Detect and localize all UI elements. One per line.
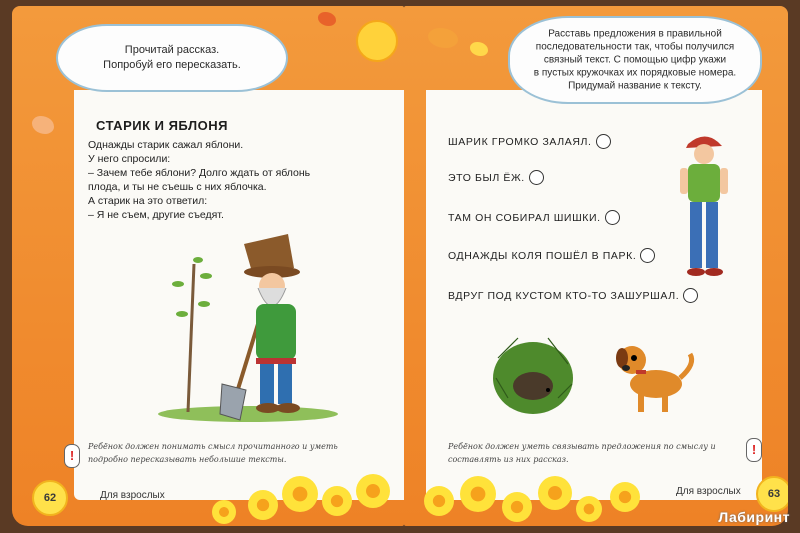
sentence-item [448,134,611,149]
sun-icon [356,20,398,62]
for-adults-label: Для взрослых [100,490,165,501]
leaf-icon [32,116,54,134]
sentence-text: ВДРУГ ПОД КУСТОМ КТО-ТО ЗАШУРШАЛ. [448,289,680,302]
leaf-icon [318,12,336,26]
number-circle-input[interactable] [605,210,620,225]
watermark-logo: Лабиринт [718,509,790,525]
page-number: 63 [756,476,788,512]
boy-illustration [674,130,734,280]
flower-icon [212,500,236,524]
sentence-item [448,248,655,263]
flower-icon [356,474,390,508]
sentence-text: ШАРИК ГРОМКО ЗАЛАЯЛ. [448,135,592,148]
sentence-text: ОДНАЖДЫ КОЛЯ ПОШЁЛ В ПАРК. [448,249,637,262]
dog-illustration [610,330,700,420]
instruction-line: в пустых кружочках их порядковые номера. [533,67,737,79]
hedgehog-bush-illustration [488,328,578,418]
number-circle-input[interactable] [640,248,655,263]
exclamation-icon: ! [64,444,80,468]
instruction-line: связный текст. С помощью цифр укажи [543,54,727,66]
flower-icon [424,486,454,516]
flower-icon [322,486,352,516]
story-line: плода, и ты не съешь с них яблочка. [88,181,267,193]
story-line: – Я не съем, другие съедят. [88,209,224,221]
number-circle-input[interactable] [683,288,698,303]
instruction-cloud-left [56,24,288,92]
old-man-illustration [148,224,348,424]
story-line: – Зачем тебе яблони? Долго ждать от яблонь [88,167,311,179]
left-page [12,6,404,526]
flower-icon [460,476,496,512]
instruction-line: Придумай название к тексту. [568,80,702,92]
flower-icon [610,482,640,512]
leaf-icon [470,42,488,56]
story-line: А старик на это ответил: [88,195,208,207]
flower-icon [502,492,532,522]
sentence-item [448,288,698,303]
for-adults-label: Для взрослых [676,486,741,497]
adult-note: Ребёнок должен уметь связывать предложения по смыслу и составлять из них рассказ. [448,442,716,464]
exclamation-icon: ! [746,438,762,462]
flower-icon [538,476,572,510]
flower-icon [576,496,602,522]
page-number: 62 [32,480,68,516]
story-line: У него спросили: [88,153,171,165]
sentence-item [448,210,620,225]
right-page [404,6,788,526]
instruction-line: Прочитай рассказ. [124,44,220,56]
instruction-line: Расставь предложения в правильной [548,28,722,40]
number-circle-input[interactable] [529,170,544,185]
sentence-text: ТАМ ОН СОБИРАЛ ШИШКИ. [448,211,601,224]
adult-note: Ребёнок должен понимать смысл прочитанного и уметь подробно пересказывать небольшие тексты. [88,442,338,464]
story-text [88,138,378,222]
instruction-line: последовательности так, чтобы получился [535,41,735,53]
instruction-cloud-right [508,16,762,104]
flower-icon [248,490,278,520]
story-title: СТАРИК И ЯБЛОНЯ [96,118,228,133]
flower-icon [282,476,318,512]
instruction-line: Попробуй его пересказать. [103,59,241,71]
story-line: Однажды старик сажал яблони. [88,139,244,151]
number-circle-input[interactable] [596,134,611,149]
leaf-icon [428,28,458,48]
sentence-item [448,170,544,185]
sentence-text: ЭТО БЫЛ ЁЖ. [448,171,525,184]
